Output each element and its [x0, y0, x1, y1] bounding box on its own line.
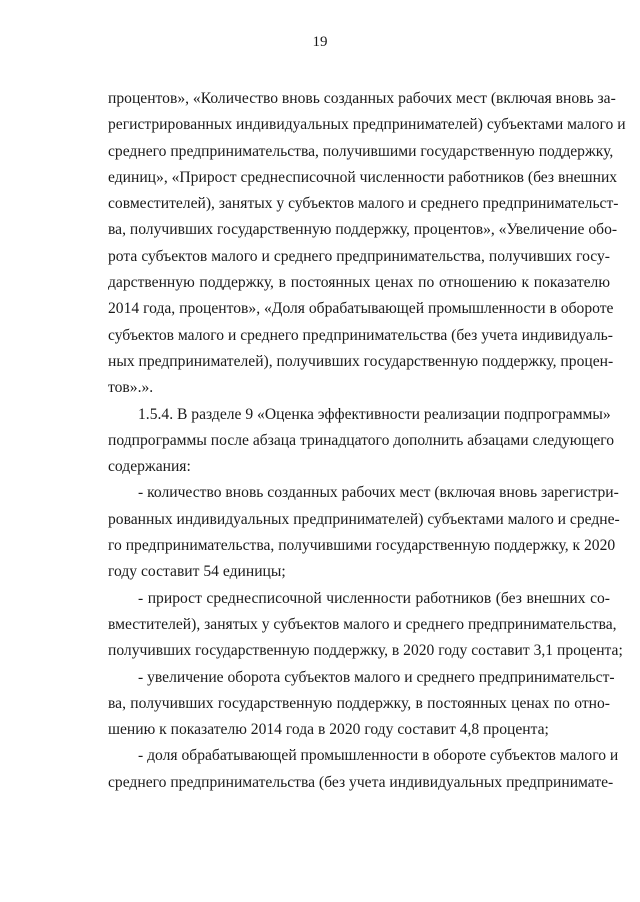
text-line: ва, получивших государственную поддержку, процентов», «Увеличение обо- — [108, 221, 618, 239]
page-number: 19 — [312, 34, 328, 50]
text-line: 1.5.4. В разделе 9 «Оценка эффективности реализации подпрограммы» — [138, 405, 611, 423]
text-line: единиц», «Прирост среднесписочной численности работников (без внешних — [108, 168, 618, 186]
text-line: среднего предпринимательства, получившими государственную поддержку, — [108, 142, 614, 160]
text-line: совместителей), занятых у субъектов малого и среднего предпринимательст- — [108, 195, 619, 213]
text-line: субъектов малого и среднего предпринимательства (без учета индивидуаль- — [108, 326, 613, 344]
text-line: подпрограммы после абзаца тринадцатого дополнить абзацами следующего — [108, 431, 615, 449]
text-line: - доля обрабатывающей промышленности в обороте субъектов малого и — [138, 747, 619, 765]
text-line: регистрированных индивидуальных предпринимателей) субъектами малого и — [108, 116, 626, 134]
text-line: 2014 года, процентов», «Доля обрабатывающей промышленности в обороте — [108, 300, 614, 318]
text-line: дарственную поддержку, в постоянных ценах по отношению к показателю — [108, 274, 610, 292]
text-line: вместителей), занятых у субъектов малого и среднего предпринимательства, — [108, 615, 617, 633]
text-line: году составит 54 единицы; — [108, 563, 286, 581]
text-line: тов».». — [108, 379, 154, 397]
text-line: шению к показателю 2014 года в 2020 году составит 4,8 процента; — [108, 721, 549, 739]
text-line: рота субъектов малого и среднего предпринимательства, получивших госу- — [108, 247, 610, 265]
text-line: процентов», «Количество вновь созданных рабочих мест (включая вновь за- — [108, 90, 616, 107]
text-line: среднего предпринимательства (без учета индивидуальных предпринимате- — [108, 773, 614, 791]
text-line: получивших государственную поддержку, в 2020 году составит 3,1 процента; — [108, 642, 623, 660]
text-line: - прирост среднесписочной численности работников (без внешних со- — [138, 589, 610, 607]
text-line: - увеличение оборота субъектов малого и среднего предпринимательст- — [138, 668, 615, 686]
text-line: го предпринимательства, получившими государственную поддержку, к 2020 — [108, 537, 616, 555]
text-line: ных предпринимателей), получивших государственную поддержку, процен- — [108, 352, 614, 370]
body-text — [108, 86, 626, 796]
text-line: - количество вновь созданных рабочих мест (включая вновь зарегистри- — [138, 484, 619, 502]
text-line: содержания: — [108, 458, 191, 476]
text-line: ва, получивших государственную поддержку, в постоянных ценах по отно- — [108, 694, 610, 712]
text-line: рованных индивидуальных предпринимателей) субъектами малого и средне- — [108, 510, 620, 528]
